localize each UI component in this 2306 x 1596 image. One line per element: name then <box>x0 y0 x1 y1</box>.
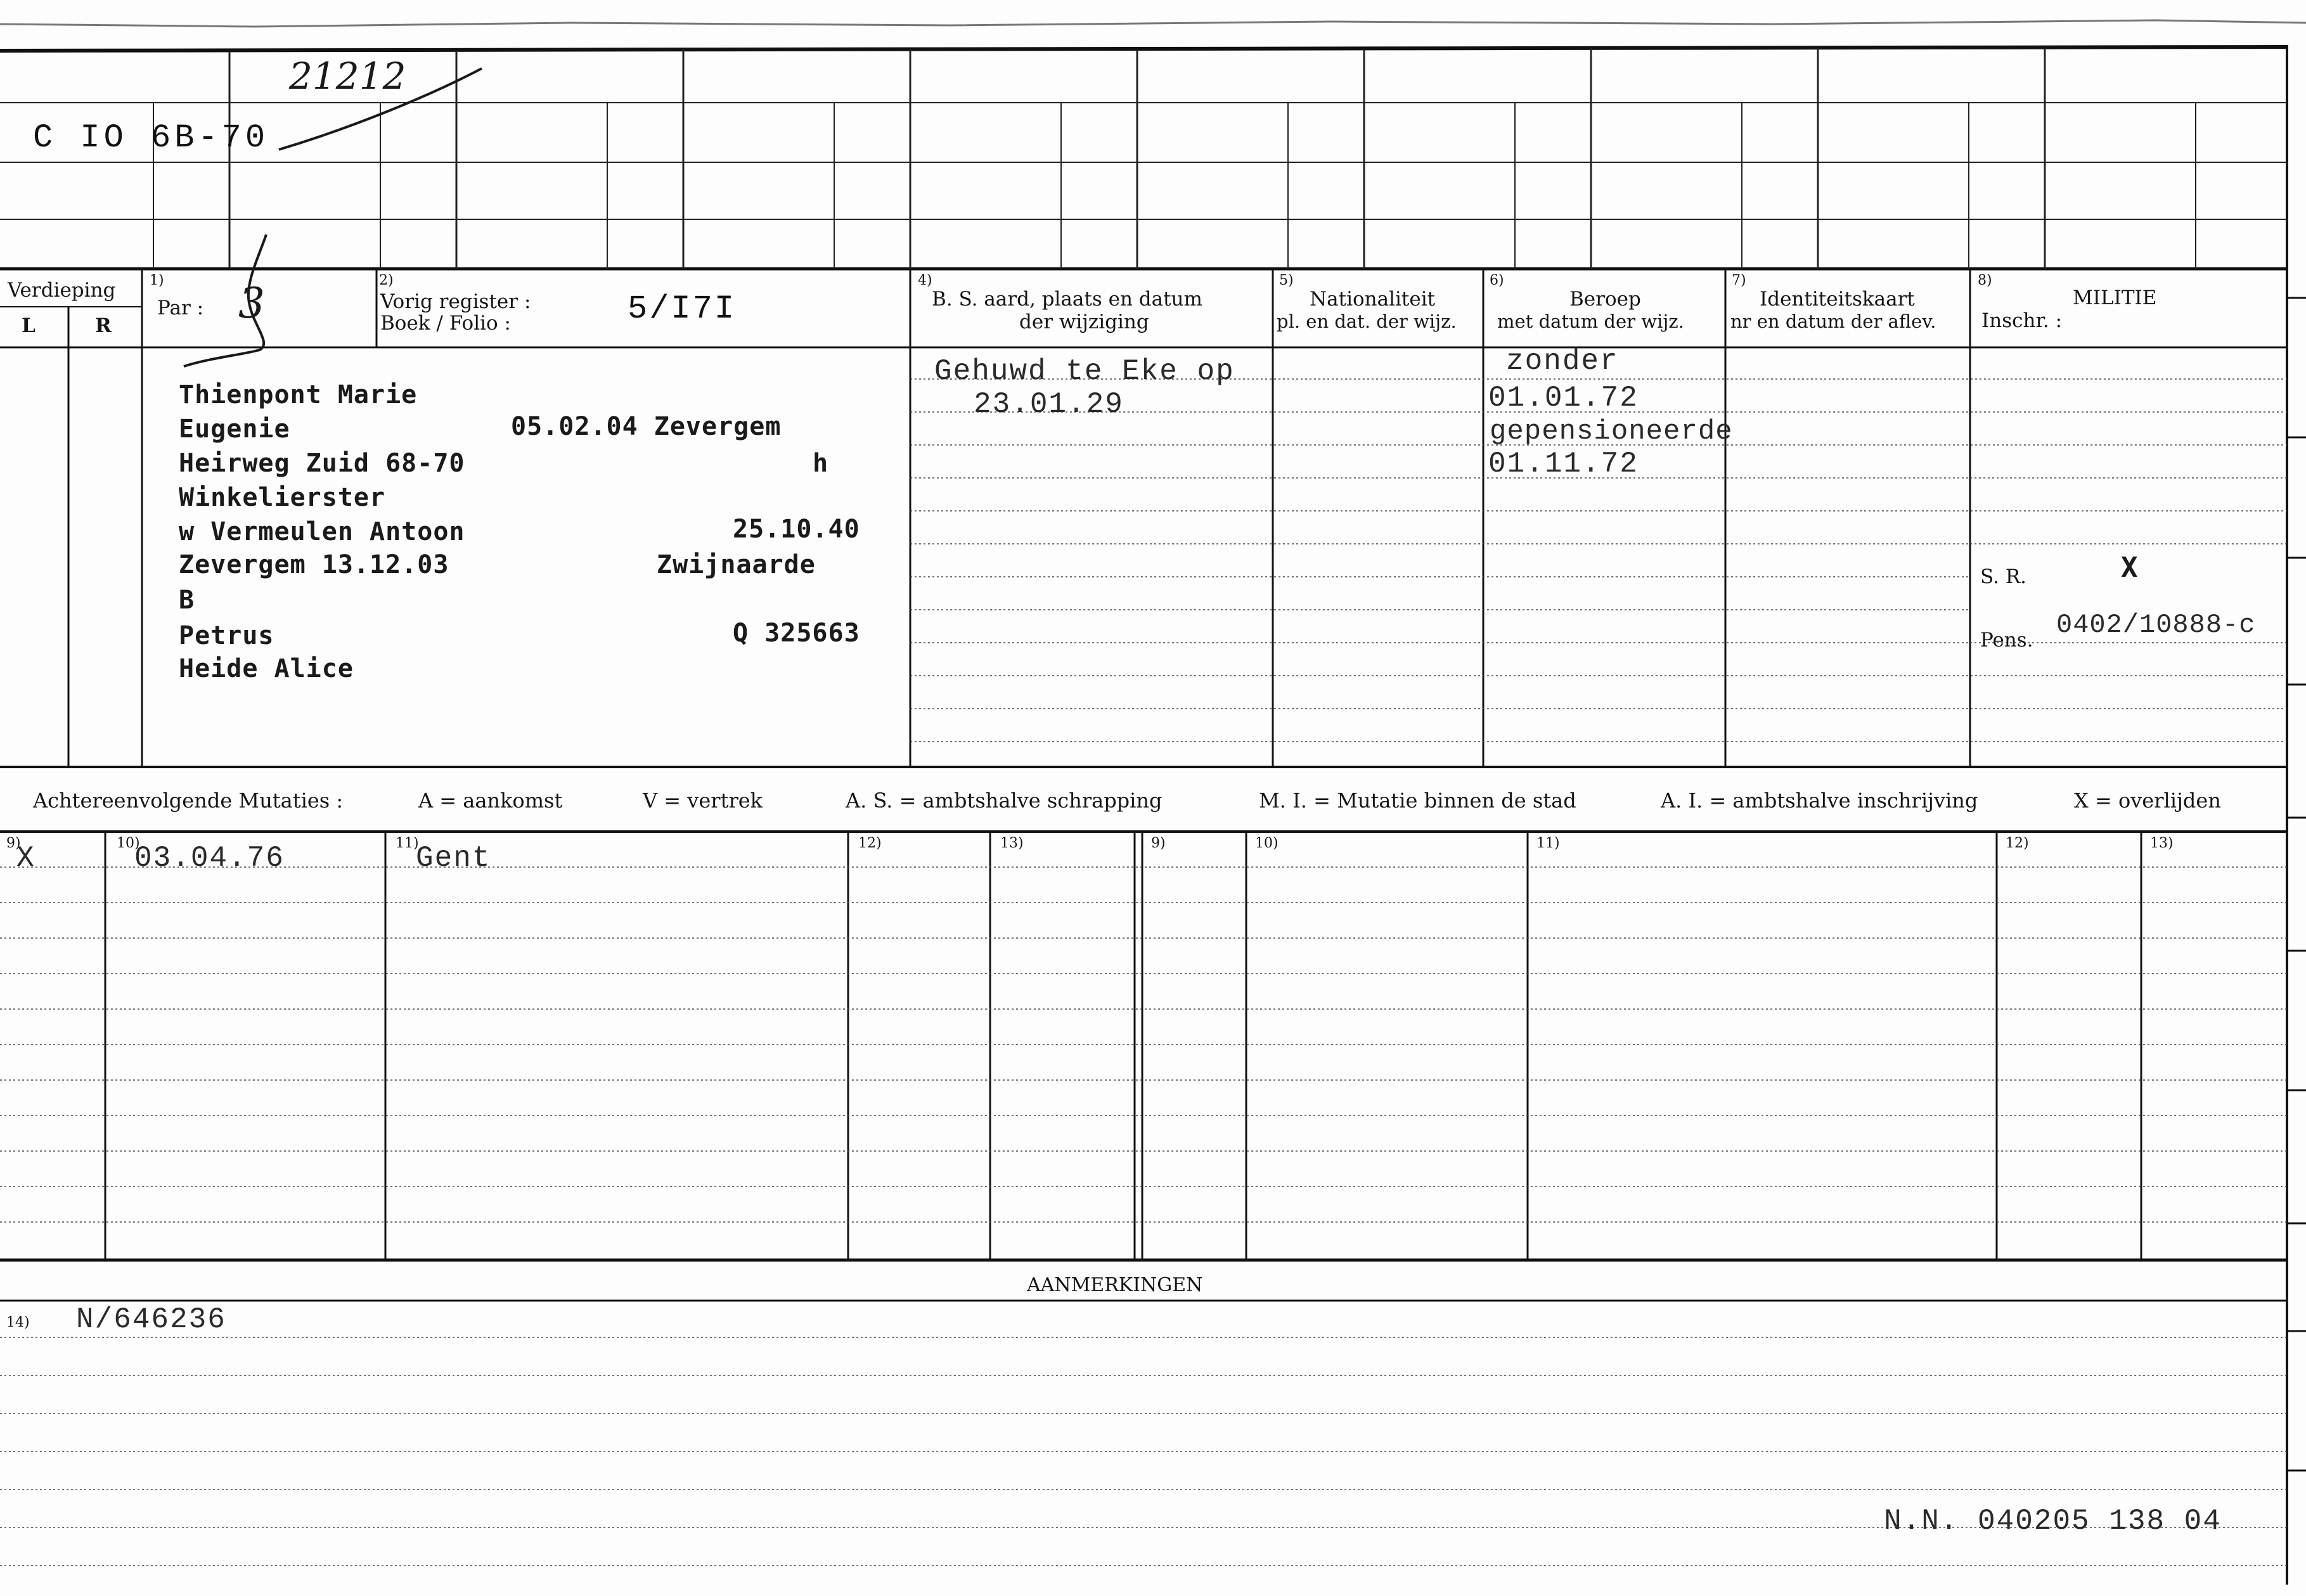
militie-label: MILITIE <box>2073 286 2157 309</box>
person-line-6-place: Zwijnaarde <box>657 550 816 579</box>
mut-col-12: 12) <box>858 835 882 851</box>
nationaliteit-num: 5) <box>1279 273 1294 288</box>
verdieping-right: R <box>95 314 112 337</box>
legend-mutatie: M. I. = Mutatie binnen de stad <box>1259 788 1576 813</box>
beroep-entry-3: gepensioneerde <box>1490 416 1733 447</box>
aanmerkingen-num: 14) <box>6 1315 30 1330</box>
legend-schrapping: A. S. = ambtshalve schrapping <box>846 788 1163 813</box>
person-line-5-spouse: w Vermeulen Antoon <box>179 517 465 546</box>
legend-inschrijving: A. I. = ambtshalve inschrijving <box>1661 788 1978 813</box>
person-line-8-code: Q 325663 <box>733 619 860 648</box>
bs-entry-1: Gehuwd te Eke op <box>934 355 1235 388</box>
verdieping-label: Verdieping <box>8 279 116 302</box>
aanmerkingen-title: AANMERKINGEN <box>1027 1274 1203 1296</box>
person-line-6-birth: Zevergem 13.12.03 <box>179 550 449 579</box>
bs-label-2: der wijziging <box>1019 311 1149 333</box>
person-line-2-birth: 05.02.04 Zevergem <box>511 412 782 441</box>
aanmerkingen-value: N/646236 <box>76 1303 226 1336</box>
reference-code: C IO 6B-70 <box>33 119 269 157</box>
bs-num: 4) <box>918 273 932 288</box>
legend-vertrek: V = vertrek <box>643 788 763 813</box>
militie-inschr-label: Inschr. : <box>1981 309 2063 332</box>
identiteitskaart-label-2: nr en datum der aflev. <box>1730 311 1936 332</box>
mut-col-9-right: 9) <box>1151 835 1166 851</box>
pens-value: 0402/10888-c <box>2056 610 2256 640</box>
beroep-num: 6) <box>1490 273 1504 288</box>
mutation-place: Gent <box>416 842 491 875</box>
identiteitskaart-label: Identiteitskaart <box>1760 288 1915 311</box>
person-line-3-address: Heirweg Zuid 68-70 <box>179 449 465 478</box>
mut-col-10: 10) <box>117 835 140 851</box>
bs-entry-2: 23.01.29 <box>974 388 1124 421</box>
mut-col-9: 9) <box>6 835 21 851</box>
mut-col-13: 13) <box>1000 835 1024 851</box>
nationaliteit-label: Nationaliteit <box>1310 288 1436 311</box>
beroep-entry-2: 01.01.72 <box>1488 382 1639 415</box>
boek-folio-label: Boek / Folio : <box>380 312 511 335</box>
person-line-7: B <box>179 586 195 615</box>
vorig-register-label: Vorig register : <box>380 290 531 313</box>
person-line-3-mark: h <box>813 449 829 478</box>
beroep-label: Beroep <box>1569 288 1641 311</box>
mut-col-11-right: 11) <box>1536 835 1560 851</box>
beroep-label-2: met datum der wijz. <box>1497 311 1684 332</box>
mut-col-10-right: 10) <box>1255 835 1279 851</box>
mutations-legend-title: Achtereenvolgende Mutaties : <box>33 788 344 813</box>
militie-num: 8) <box>1978 273 1992 288</box>
par-handwritten: 3 <box>238 279 265 328</box>
beroep-entry-1: zonder <box>1506 345 1619 378</box>
par-num: 1) <box>150 273 164 288</box>
mutation-code: X <box>16 842 35 875</box>
nationaliteit-label-2: pl. en dat. der wijz. <box>1277 311 1457 332</box>
national-number: N.N. 040205 138 04 <box>1884 1505 2222 1538</box>
sr-value: X <box>2121 551 2139 584</box>
verdieping-left: L <box>22 314 35 337</box>
par-label: Par : <box>157 297 204 319</box>
person-line-5-date: 25.10.40 <box>733 515 860 544</box>
vorig-register-num: 2) <box>379 273 394 288</box>
vorig-register-value: 5/I7I <box>628 290 737 328</box>
person-line-9: Heide Alice <box>179 654 354 683</box>
beroep-entry-4: 01.11.72 <box>1488 447 1639 480</box>
identiteitskaart-num: 7) <box>1732 273 1746 288</box>
person-line-2-name: Eugenie <box>179 415 290 444</box>
person-line-1: Thienpont Marie <box>179 380 418 409</box>
handwritten-number: 21212 <box>289 55 406 98</box>
mut-col-13-right: 13) <box>2150 835 2174 851</box>
pens-label: Pens. <box>1980 629 2033 652</box>
bs-label: B. S. aard, plaats en datum <box>932 288 1202 311</box>
person-line-4: Winkelierster <box>179 483 386 512</box>
mut-col-11: 11) <box>396 835 419 851</box>
sr-label: S. R. <box>1980 565 2027 588</box>
mut-col-12-right: 12) <box>2006 835 2029 851</box>
person-line-8-name: Petrus <box>179 621 274 650</box>
mutation-date: 03.04.76 <box>134 842 285 875</box>
legend-overlijden: X = overlijden <box>2074 788 2221 813</box>
legend-aankomst: A = aankomst <box>418 788 563 813</box>
